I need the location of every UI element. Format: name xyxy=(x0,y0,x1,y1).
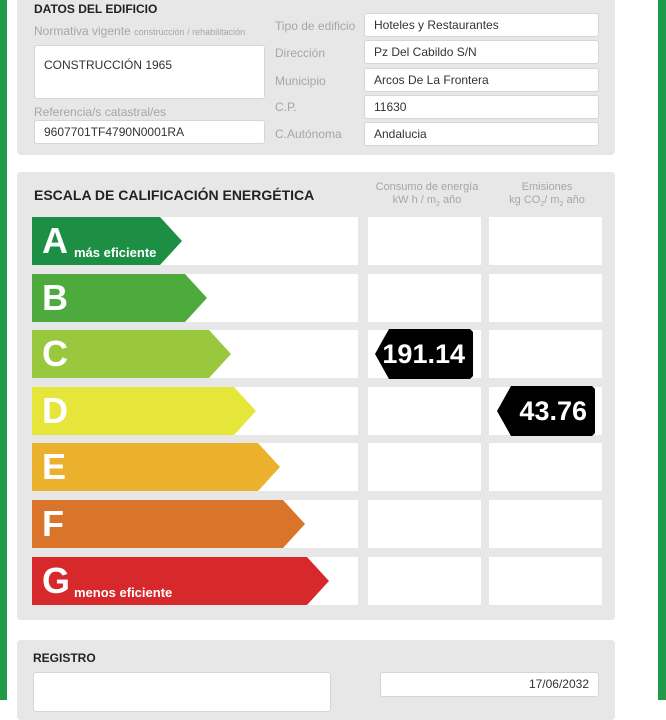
energy-cell-g xyxy=(368,557,481,605)
cp-field[interactable]: 11630 xyxy=(364,95,599,119)
comunidad-field[interactable]: Andalucia xyxy=(364,122,599,146)
municipio-field[interactable]: Arcos De La Frontera xyxy=(364,68,599,92)
grade-letter: F xyxy=(42,503,64,544)
green-frame-right xyxy=(658,0,666,700)
referencia-field[interactable]: 9607701TF4790N0001RA xyxy=(34,120,265,144)
grade-letter: E xyxy=(42,446,67,487)
registro-panel xyxy=(17,640,615,720)
grade-f-arrow xyxy=(32,500,305,548)
building-data-panel xyxy=(17,0,615,155)
emissions-cell-c xyxy=(489,330,602,378)
comunidad-label: C.Autónoma xyxy=(275,127,342,141)
energy-cell-d xyxy=(368,387,481,435)
energy-rating-tag xyxy=(375,329,473,379)
grade-qualifier: más eficiente xyxy=(74,245,157,260)
green-frame-left xyxy=(0,0,7,700)
building-data-title: DATOS DEL EDIFICIO xyxy=(34,2,158,16)
registro-title: REGISTRO xyxy=(33,651,96,665)
grade-qualifier: menos eficiente xyxy=(74,585,173,600)
emissions-cell-b xyxy=(489,274,602,322)
energy-cell-a xyxy=(368,217,481,265)
grade-g-arrow xyxy=(32,557,329,605)
grade-d-arrow xyxy=(32,387,256,435)
energy-scale-panel xyxy=(17,172,615,620)
emissions-cell-g xyxy=(489,557,602,605)
registro-date-field[interactable]: 17/06/2032 xyxy=(380,672,599,697)
energy-cell-b xyxy=(368,274,481,322)
energy-column-header: Consumo de energía kW h / $m_2$ año xyxy=(375,181,479,209)
energy-scale-title: ESCALA DE CALIFICACIÓN ENERGÉTICA xyxy=(34,187,315,203)
grade-letter: A xyxy=(42,220,68,261)
referencia-label: Referencia/s catastral/es xyxy=(34,105,167,119)
emissions-rating-tag xyxy=(497,386,595,436)
energy-rating-value: 191.14 xyxy=(382,339,465,369)
grade-e-arrow xyxy=(32,443,280,491)
emissions-cell-e xyxy=(489,443,602,491)
energy-cell-e xyxy=(368,443,481,491)
emissions-cell-f xyxy=(489,500,602,548)
tipo-edificio-field[interactable]: Hoteles y Restaurantes xyxy=(364,13,599,37)
municipio-label: Municipio xyxy=(275,74,326,88)
registro-field[interactable] xyxy=(33,672,331,712)
grade-letter: B xyxy=(42,277,68,318)
normativa-field[interactable]: CONSTRUCCIÓN 1965 xyxy=(34,45,265,99)
grade-letter: C xyxy=(42,333,68,374)
normativa-label: Normativa vigente construcción / rehabilitación xyxy=(34,24,246,38)
direccion-label: Dirección xyxy=(275,46,326,60)
grade-letter: D xyxy=(42,390,68,431)
grade-a-arrow xyxy=(32,217,182,265)
direccion-field[interactable]: Pz Del Cabildo S/N xyxy=(364,40,599,64)
cp-label: C.P. xyxy=(275,100,297,114)
grade-c-arrow xyxy=(32,330,231,378)
grade-letter: G xyxy=(42,560,71,601)
energy-cell-f xyxy=(368,500,481,548)
emissions-cell-a xyxy=(489,217,602,265)
grade-b-arrow xyxy=(32,274,207,322)
emissions-column-header: Emisiones kg $CO_2/$ $m_2$ año xyxy=(509,181,585,209)
tipo-edificio-label: Tipo de edificio xyxy=(275,19,356,33)
emissions-rating-value: 43.76 xyxy=(519,396,587,426)
